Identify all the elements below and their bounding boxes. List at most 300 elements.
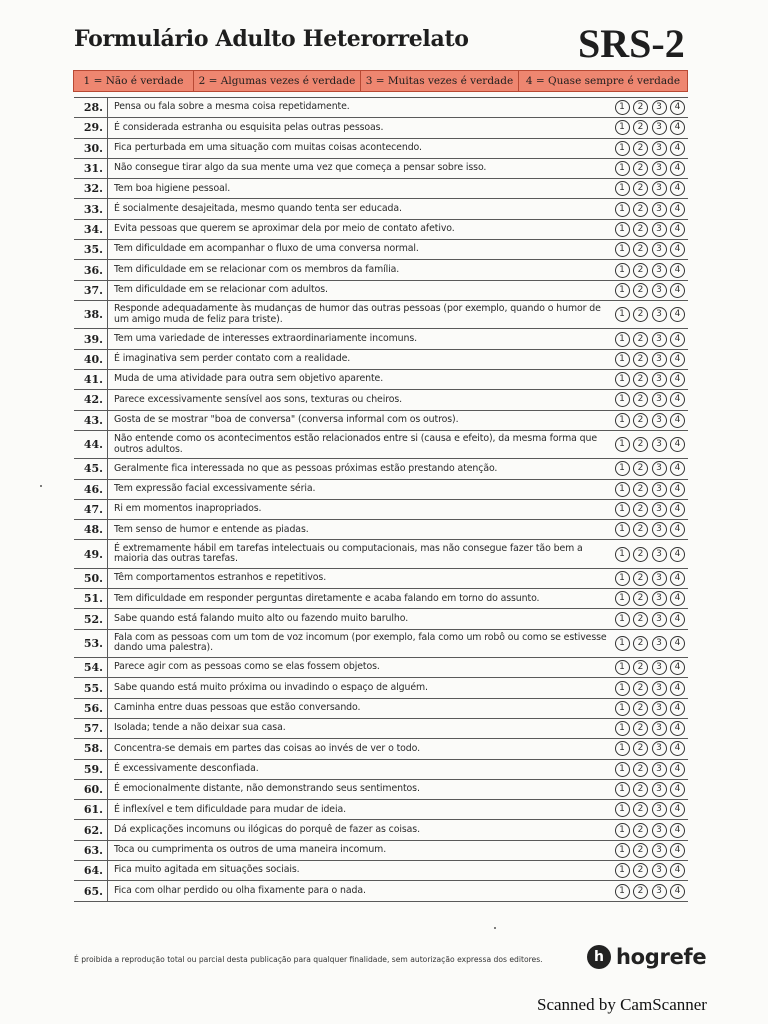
answer-circle-3[interactable]: 3 [652, 660, 667, 675]
answer-circle-3[interactable]: 3 [652, 283, 667, 298]
answer-circle-4[interactable]: 4 [670, 100, 685, 115]
answer-circle-4[interactable]: 4 [670, 522, 685, 537]
answer-circle-2[interactable]: 2 [633, 242, 648, 257]
answer-circle-1[interactable]: 1 [615, 843, 630, 858]
question-text: Isolada; tende a não deixar sua casa. [114, 722, 286, 734]
answer-options [615, 660, 689, 675]
question-number: 62. [83, 823, 103, 837]
question-text: Tem dificuldade em responder perguntas diretamente e acaba falando em torno do assunto. [114, 592, 540, 604]
answer-circle-4[interactable]: 4 [670, 636, 685, 651]
answer-circle-1[interactable]: 1 [615, 660, 630, 675]
question-text: Evita pessoas que querem se aproximar dela por meio de contato afetivo. [114, 223, 455, 235]
question-text: Tem expressão facial excessivamente séria. [114, 482, 316, 494]
answer-circle-3[interactable]: 3 [652, 636, 667, 651]
answer-circle-1[interactable]: 1 [615, 120, 630, 135]
answer-circle-2[interactable]: 2 [633, 547, 648, 562]
question-number: 43. [83, 413, 103, 427]
question-number: 57. [83, 722, 103, 736]
question-number: 36. [83, 263, 103, 277]
answer-options [615, 741, 689, 756]
answer-options [615, 413, 689, 428]
question-text: Gosta de se mostrar "boa de conversa" (conversa informal com os outros). [114, 413, 459, 425]
question-text: Toca ou cumprimenta os outros de uma maneira incomum. [114, 844, 387, 856]
answer-circle-3[interactable]: 3 [652, 352, 667, 367]
answer-circle-3[interactable]: 3 [652, 522, 667, 537]
question-row [74, 589, 688, 609]
question-row [74, 350, 688, 370]
question-number: 60. [83, 783, 103, 797]
answer-circle-1[interactable]: 1 [615, 681, 630, 696]
answer-circle-4[interactable]: 4 [670, 437, 685, 452]
answer-options [615, 181, 689, 196]
answer-circle-4[interactable]: 4 [670, 884, 685, 899]
question-row [74, 159, 688, 179]
answer-circle-1[interactable]: 1 [615, 612, 630, 627]
answer-circle-2[interactable]: 2 [633, 571, 648, 586]
question-text: Concentra-se demais em partes das coisas ao invés de ver o todo. [114, 742, 420, 754]
legend-item-4: 4 = Quase sempre é verdade [525, 75, 681, 87]
answer-circle-2[interactable]: 2 [633, 823, 648, 838]
question-text: É excessivamente desconfiada. [114, 762, 259, 774]
answer-circle-4[interactable]: 4 [670, 843, 685, 858]
answer-circle-3[interactable]: 3 [652, 181, 667, 196]
answer-circle-1[interactable]: 1 [615, 242, 630, 257]
answer-circle-1[interactable]: 1 [615, 283, 630, 298]
answer-options [615, 141, 689, 156]
question-text: Responde adequadamente às mudanças de humor das outras pessoas (por exemplo, quando o humor de um amigo muda de feliz para triste). [114, 303, 601, 325]
question-text: Fala com as pessoas com um tom de voz incomum (por exemplo, fala como um robô ou como se estivesse dando uma palestra). [114, 631, 607, 654]
answer-circle-3[interactable]: 3 [652, 307, 667, 322]
question-row [74, 699, 688, 719]
answer-options [615, 437, 689, 452]
answer-circle-4[interactable]: 4 [670, 681, 685, 696]
answer-circle-3[interactable]: 3 [652, 782, 667, 797]
answer-circle-3[interactable]: 3 [652, 741, 667, 756]
question-text: É inflexível e tem dificuldade para mudar de ideia. [114, 803, 347, 815]
answer-circle-2[interactable]: 2 [633, 141, 648, 156]
question-row [74, 520, 688, 540]
answer-options [615, 571, 689, 586]
answer-circle-3[interactable]: 3 [652, 591, 667, 606]
answer-circle-4[interactable]: 4 [670, 863, 685, 878]
answer-options [615, 612, 689, 627]
question-text: É emocionalmente distante, não demonstrando seus sentimentos. [114, 783, 420, 795]
answer-circle-2[interactable]: 2 [633, 660, 648, 675]
question-row [74, 220, 688, 240]
question-row [74, 780, 688, 800]
question-number: 33. [83, 202, 103, 216]
answer-circle-3[interactable]: 3 [652, 202, 667, 217]
answer-circle-1[interactable]: 1 [615, 482, 630, 497]
question-text: Ri em momentos inapropriados. [114, 503, 262, 515]
response-scale-legend [73, 70, 688, 92]
answer-circle-4[interactable]: 4 [670, 120, 685, 135]
answer-options [615, 307, 689, 322]
answer-options [615, 502, 689, 517]
question-number: 31. [83, 162, 103, 176]
question-row [74, 240, 688, 260]
question-text: Sabe quando está falando muito alto ou fazendo muito barulho. [114, 612, 409, 624]
answer-options [615, 522, 689, 537]
answer-circle-4[interactable]: 4 [670, 202, 685, 217]
answer-options [615, 482, 689, 497]
answer-circle-4[interactable]: 4 [670, 701, 685, 716]
answer-options [615, 762, 689, 777]
answer-circle-4[interactable]: 4 [670, 823, 685, 838]
answer-options [615, 547, 689, 562]
answer-circle-3[interactable]: 3 [652, 681, 667, 696]
answer-options [615, 681, 689, 696]
answer-circle-2[interactable]: 2 [633, 482, 648, 497]
answer-circle-2[interactable]: 2 [633, 701, 648, 716]
publisher-brand [587, 945, 706, 969]
answer-circle-3[interactable]: 3 [652, 502, 667, 517]
question-text: Fica com olhar perdido ou olha fixamente para o nada. [114, 884, 366, 896]
answer-circle-1[interactable]: 1 [615, 222, 630, 237]
answer-circle-4[interactable]: 4 [670, 242, 685, 257]
question-text: Geralmente fica interessada no que as pessoas próximas estão prestando atenção. [114, 462, 498, 474]
question-number: 28. [83, 101, 103, 115]
answer-circle-3[interactable]: 3 [652, 161, 667, 176]
answer-options [615, 283, 689, 298]
question-text: Tem dificuldade em acompanhar o fluxo de uma conversa normal. [114, 243, 419, 255]
answer-circle-2[interactable]: 2 [633, 202, 648, 217]
answer-circle-2[interactable]: 2 [633, 782, 648, 797]
answer-circle-4[interactable]: 4 [670, 307, 685, 322]
answer-circle-2[interactable]: 2 [633, 263, 648, 278]
answer-circle-1[interactable]: 1 [615, 352, 630, 367]
scan-speck [494, 927, 496, 929]
question-number: 53. [83, 636, 103, 650]
answer-circle-2[interactable]: 2 [633, 307, 648, 322]
answer-circle-1[interactable]: 1 [615, 762, 630, 777]
question-row [74, 569, 688, 589]
answer-circle-4[interactable]: 4 [670, 141, 685, 156]
answer-circle-4[interactable]: 4 [670, 161, 685, 176]
answer-circle-4[interactable]: 4 [670, 372, 685, 387]
answer-circle-2[interactable]: 2 [633, 721, 648, 736]
question-number: 41. [83, 373, 103, 387]
question-number: 40. [83, 352, 103, 366]
question-row [74, 411, 688, 431]
question-row [74, 199, 688, 219]
answer-circle-1[interactable]: 1 [615, 161, 630, 176]
answer-circle-4[interactable]: 4 [670, 263, 685, 278]
answer-circle-2[interactable]: 2 [633, 843, 648, 858]
question-text: Sabe quando está muito próxima ou invadindo o espaço de alguém. [114, 681, 428, 693]
answer-circle-4[interactable]: 4 [670, 502, 685, 517]
answer-circle-2[interactable]: 2 [633, 161, 648, 176]
question-number: 46. [83, 482, 103, 496]
question-row [74, 301, 688, 329]
question-number: 29. [83, 121, 103, 135]
answer-circle-3[interactable]: 3 [652, 482, 667, 497]
answer-options [615, 332, 689, 347]
question-row [74, 800, 688, 820]
answer-options [615, 461, 689, 476]
question-number: 37. [83, 283, 103, 297]
answer-circle-3[interactable]: 3 [652, 141, 667, 156]
answer-circle-2[interactable]: 2 [633, 741, 648, 756]
question-text: Fica perturbada em uma situação com muitas coisas acontecendo. [114, 141, 422, 153]
question-number: 58. [83, 742, 103, 756]
question-number: 49. [83, 547, 103, 561]
hogrefe-logo-icon: h [587, 945, 611, 969]
answer-circle-4[interactable]: 4 [670, 547, 685, 562]
answer-circle-2[interactable]: 2 [633, 352, 648, 367]
question-row [74, 500, 688, 520]
answer-circle-2[interactable]: 2 [633, 762, 648, 777]
answer-circle-1[interactable]: 1 [615, 547, 630, 562]
answer-circle-2[interactable]: 2 [633, 636, 648, 651]
answer-options [615, 263, 689, 278]
answer-circle-1[interactable]: 1 [615, 263, 630, 278]
question-number: 32. [83, 182, 103, 196]
answer-circle-4[interactable]: 4 [670, 612, 685, 627]
answer-circle-2[interactable]: 2 [633, 612, 648, 627]
answer-circle-3[interactable]: 3 [652, 701, 667, 716]
legend-item-2: 2 = Algumas vezes é verdade [194, 71, 361, 91]
answer-circle-1[interactable]: 1 [615, 332, 630, 347]
answer-circle-4[interactable]: 4 [670, 660, 685, 675]
scanner-watermark: Scanned by CamScanner [537, 995, 707, 1014]
question-text: Parece excessivamente sensível aos sons, texturas ou cheiros. [114, 393, 403, 405]
answer-circle-3[interactable]: 3 [652, 863, 667, 878]
answer-options [615, 161, 689, 176]
answer-circle-4[interactable]: 4 [670, 413, 685, 428]
answer-options [615, 591, 689, 606]
question-number: 64. [83, 864, 103, 878]
question-text: Caminha entre duas pessoas que estão conversando. [114, 702, 361, 714]
question-text: Tem dificuldade em se relacionar com adultos. [114, 284, 328, 296]
answer-circle-2[interactable]: 2 [633, 100, 648, 115]
question-text: É considerada estranha ou esquisita pelas outras pessoas. [114, 121, 384, 133]
answer-circle-4[interactable]: 4 [670, 283, 685, 298]
answer-circle-1[interactable]: 1 [615, 721, 630, 736]
question-number: 51. [83, 592, 103, 606]
answer-circle-1[interactable]: 1 [615, 100, 630, 115]
answer-options [615, 222, 689, 237]
answer-circle-3[interactable]: 3 [652, 332, 667, 347]
question-text: Não entende como os acontecimentos estão relacionados entre si (causa e efeito), da mesma forma que outros adultos. [114, 433, 598, 455]
answer-circle-2[interactable]: 2 [633, 392, 648, 407]
answer-options [615, 352, 689, 367]
form-code: SRS-2 [578, 21, 685, 66]
answer-circle-4[interactable]: 4 [670, 352, 685, 367]
question-number: 65. [83, 884, 103, 898]
question-row [74, 179, 688, 199]
answer-circle-3[interactable]: 3 [652, 413, 667, 428]
question-number: 61. [83, 803, 103, 817]
answer-circle-3[interactable]: 3 [652, 802, 667, 817]
question-number: 52. [83, 612, 103, 626]
answer-options [615, 884, 689, 899]
answer-circle-1[interactable]: 1 [615, 372, 630, 387]
question-text: Têm comportamentos estranhos e repetitivos. [114, 572, 327, 584]
answer-circle-3[interactable]: 3 [652, 242, 667, 257]
answer-circle-3[interactable]: 3 [652, 823, 667, 838]
answer-circle-1[interactable]: 1 [615, 141, 630, 156]
answer-circle-2[interactable]: 2 [633, 222, 648, 237]
answer-circle-3[interactable]: 3 [652, 263, 667, 278]
question-text: É extremamente hábil em tarefas intelectuais ou computacionais, mas não consegue fazer tão bem a maioria das outras tarefas. [114, 542, 583, 565]
question-number: 48. [83, 523, 103, 537]
answer-options [615, 202, 689, 217]
question-row [74, 118, 688, 138]
answer-options [615, 636, 689, 651]
answer-circle-1[interactable]: 1 [615, 307, 630, 322]
answer-circle-1[interactable]: 1 [615, 701, 630, 716]
answer-options [615, 823, 689, 838]
answer-circle-1[interactable]: 1 [615, 741, 630, 756]
question-row [74, 370, 688, 390]
answer-circle-4[interactable]: 4 [670, 721, 685, 736]
answer-circle-2[interactable]: 2 [633, 802, 648, 817]
answer-circle-3[interactable]: 3 [652, 372, 667, 387]
answer-circle-4[interactable]: 4 [670, 762, 685, 777]
answer-circle-2[interactable]: 2 [633, 332, 648, 347]
answer-circle-1[interactable]: 1 [615, 522, 630, 537]
answer-options [615, 372, 689, 387]
legend-item-1: 1 = Não é verdade [74, 71, 194, 91]
answer-options [615, 392, 689, 407]
answer-circle-1[interactable]: 1 [615, 502, 630, 517]
question-number: 44. [83, 438, 103, 452]
answer-circle-4[interactable]: 4 [670, 181, 685, 196]
question-row [74, 329, 688, 349]
question-row [74, 609, 688, 629]
answer-circle-2[interactable]: 2 [633, 283, 648, 298]
question-row [74, 98, 688, 118]
question-text: É imaginativa sem perder contato com a realidade. [114, 353, 351, 365]
answer-circle-4[interactable]: 4 [670, 782, 685, 797]
answer-circle-2[interactable]: 2 [633, 413, 648, 428]
answer-circle-1[interactable]: 1 [615, 823, 630, 838]
answer-circle-3[interactable]: 3 [652, 222, 667, 237]
question-row [74, 678, 688, 698]
answer-circle-2[interactable]: 2 [633, 591, 648, 606]
answer-options [615, 802, 689, 817]
question-number: 35. [83, 243, 103, 257]
question-number: 38. [83, 308, 103, 322]
answer-circle-2[interactable]: 2 [633, 372, 648, 387]
answer-circle-3[interactable]: 3 [652, 884, 667, 899]
answer-circle-1[interactable]: 1 [615, 413, 630, 428]
answer-circle-2[interactable]: 2 [633, 884, 648, 899]
question-row [74, 760, 688, 780]
answer-circle-4[interactable]: 4 [670, 222, 685, 237]
publisher-name: hogrefe [616, 945, 707, 969]
answer-circle-1[interactable]: 1 [615, 202, 630, 217]
question-row [74, 739, 688, 759]
answer-circle-1[interactable]: 1 [615, 884, 630, 899]
answer-options [615, 863, 689, 878]
answer-circle-1[interactable]: 1 [615, 863, 630, 878]
question-number: 59. [83, 762, 103, 776]
answer-circle-3[interactable]: 3 [652, 571, 667, 586]
answer-circle-4[interactable]: 4 [670, 741, 685, 756]
question-text: Pensa ou fala sobre a mesma coisa repetidamente. [114, 101, 350, 113]
answer-circle-2[interactable]: 2 [633, 863, 648, 878]
answer-circle-2[interactable]: 2 [633, 681, 648, 696]
answer-circle-1[interactable]: 1 [615, 802, 630, 817]
answer-circle-1[interactable]: 1 [615, 461, 630, 476]
answer-circle-3[interactable]: 3 [652, 762, 667, 777]
answer-circle-2[interactable]: 2 [633, 461, 648, 476]
question-text: Tem uma variedade de interesses extraordinariamente incomuns. [114, 332, 418, 344]
answer-circle-3[interactable]: 3 [652, 721, 667, 736]
question-text: Tem dificuldade em se relacionar com os membros da família. [114, 263, 400, 275]
answer-options [615, 782, 689, 797]
question-row [74, 139, 688, 159]
answer-circle-4[interactable]: 4 [670, 461, 685, 476]
question-row [74, 658, 688, 678]
answer-circle-1[interactable]: 1 [615, 437, 630, 452]
question-number: 45. [83, 462, 103, 476]
question-row [74, 431, 688, 459]
answer-circle-3[interactable]: 3 [652, 612, 667, 627]
question-row [74, 390, 688, 410]
question-row [74, 540, 688, 568]
answer-circle-3[interactable]: 3 [652, 437, 667, 452]
answer-circle-3[interactable]: 3 [652, 843, 667, 858]
question-text: É socialmente desajeitada, mesmo quando tenta ser educada. [114, 202, 402, 214]
question-number: 56. [83, 701, 103, 715]
answer-circle-2[interactable]: 2 [633, 522, 648, 537]
answer-circle-3[interactable]: 3 [652, 547, 667, 562]
question-row [74, 861, 688, 881]
question-text: Dá explicações incomuns ou ilógicas do porquê de fazer as coisas. [114, 823, 420, 835]
answer-circle-2[interactable]: 2 [633, 120, 648, 135]
form-title: Formulário Adulto Heterorrelato [74, 26, 469, 52]
question-row [74, 841, 688, 861]
answer-circle-3[interactable]: 3 [652, 461, 667, 476]
answer-circle-3[interactable]: 3 [652, 120, 667, 135]
answer-circle-1[interactable]: 1 [615, 392, 630, 407]
question-number: 42. [83, 393, 103, 407]
answer-circle-1[interactable]: 1 [615, 636, 630, 651]
question-row [74, 719, 688, 739]
answer-circle-4[interactable]: 4 [670, 482, 685, 497]
question-text: Tem boa higiene pessoal. [114, 182, 231, 194]
question-list [74, 97, 688, 902]
question-number: 50. [83, 571, 103, 585]
answer-circle-1[interactable]: 1 [615, 181, 630, 196]
answer-circle-4[interactable]: 4 [670, 802, 685, 817]
question-number: 30. [83, 141, 103, 155]
answer-circle-2[interactable]: 2 [633, 181, 648, 196]
answer-circle-4[interactable]: 4 [670, 392, 685, 407]
question-row [74, 881, 688, 901]
answer-options [615, 120, 689, 135]
answer-circle-3[interactable]: 3 [652, 100, 667, 115]
answer-circle-4[interactable]: 4 [670, 332, 685, 347]
answer-circle-2[interactable]: 2 [633, 437, 648, 452]
question-text: Tem senso de humor e entende as piadas. [114, 523, 309, 535]
answer-circle-1[interactable]: 1 [615, 591, 630, 606]
question-number: 47. [83, 502, 103, 516]
answer-circle-1[interactable]: 1 [615, 571, 630, 586]
question-row [74, 281, 688, 301]
legend-item-3: 3 = Muitas vezes é verdade [361, 71, 519, 91]
question-row [74, 820, 688, 840]
answer-circle-3[interactable]: 3 [652, 392, 667, 407]
answer-circle-1[interactable]: 1 [615, 782, 630, 797]
answer-circle-4[interactable]: 4 [670, 571, 685, 586]
answer-circle-4[interactable]: 4 [670, 591, 685, 606]
question-number: 63. [83, 843, 103, 857]
answer-circle-2[interactable]: 2 [633, 502, 648, 517]
